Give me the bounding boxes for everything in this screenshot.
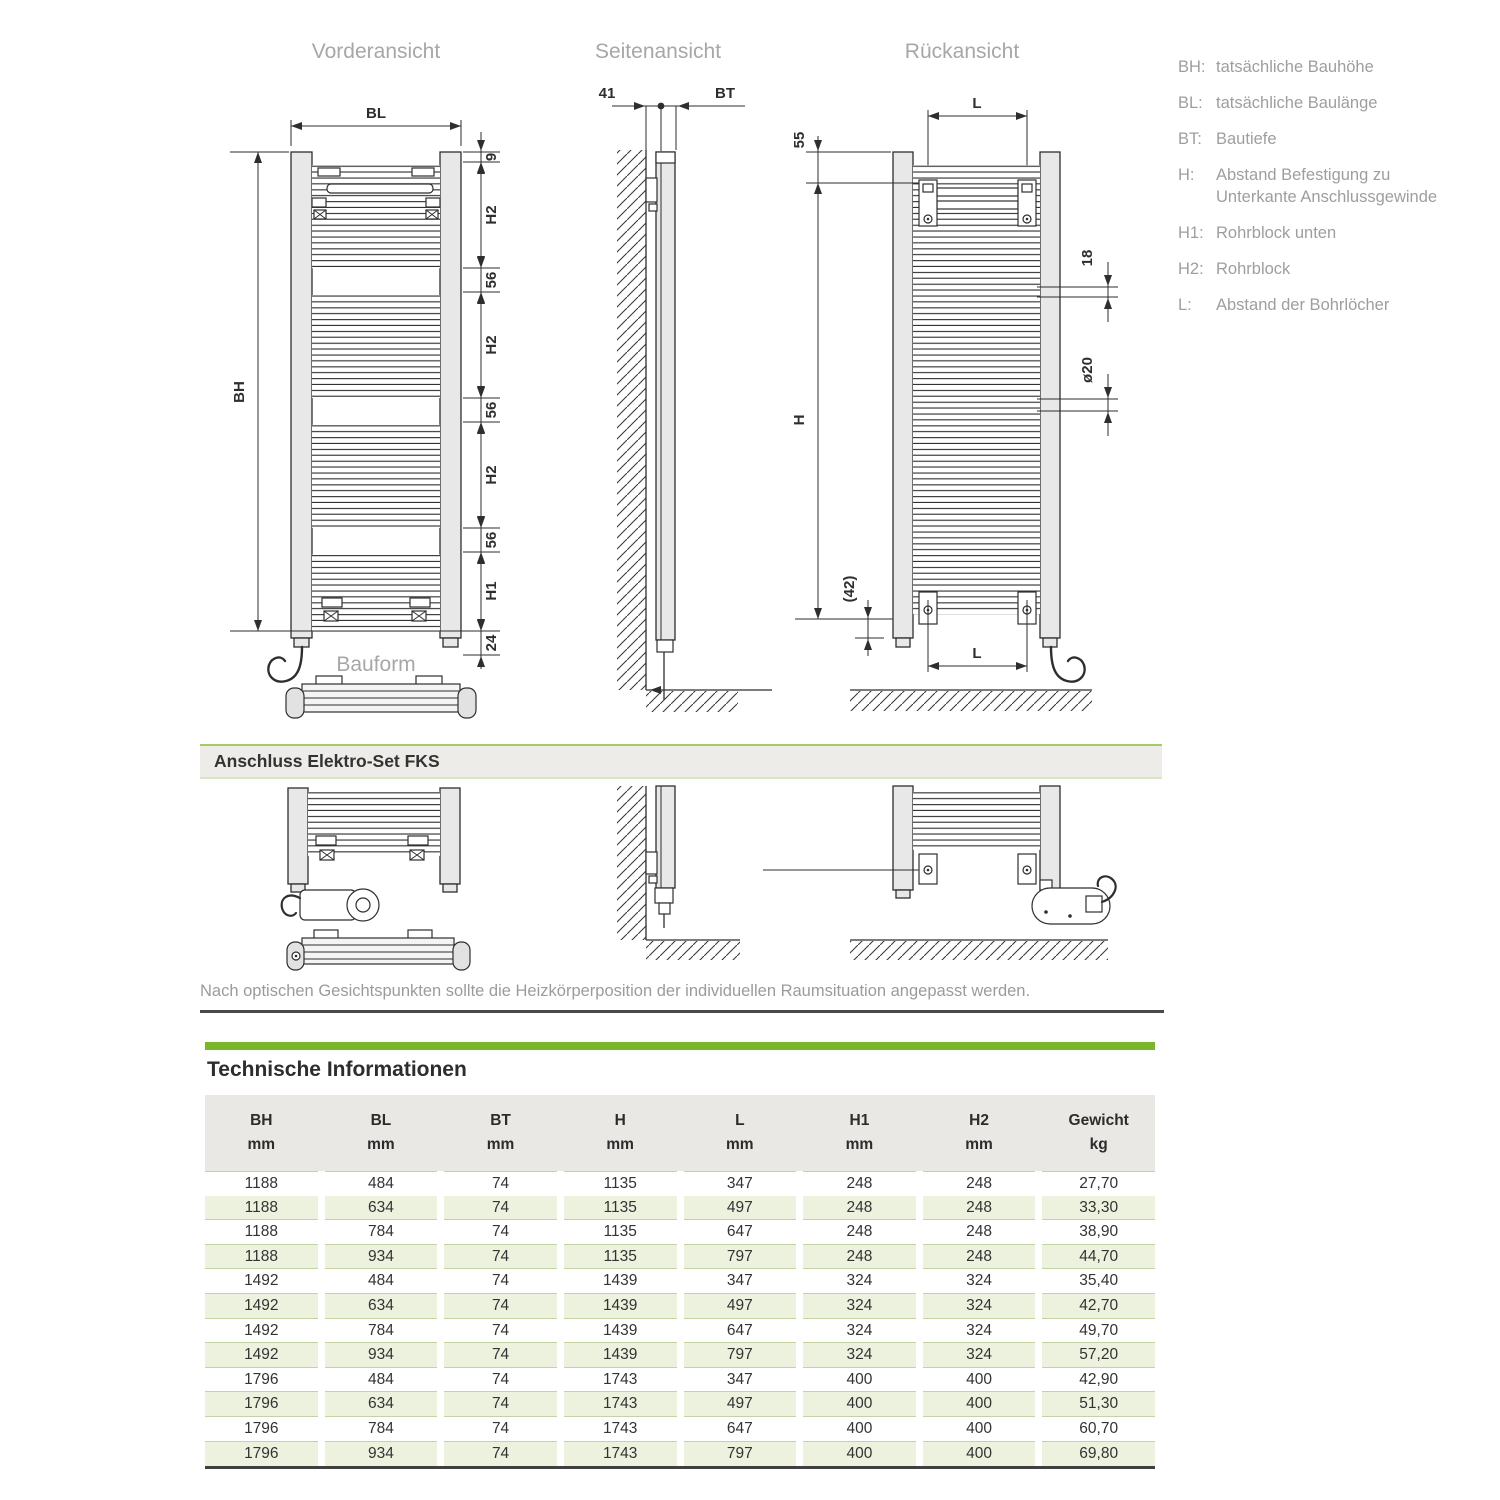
table-cell: 248 <box>803 1171 916 1197</box>
table-header-row <box>205 1095 1155 1171</box>
floor-hatching <box>646 691 738 712</box>
legend-text: Abstand der Bohrlöcher <box>1216 296 1390 314</box>
cable-hook <box>1051 647 1085 682</box>
table-cell: 1743 <box>564 1368 677 1393</box>
connection-section-title: Anschluss Elektro-Set FKS <box>214 751 440 771</box>
dim-label-l2: L <box>972 645 982 662</box>
position-note: Nach optischen Gesichtspunkten sollte die Heizkörperposition der individuellen Raumsituation angepasst werden. <box>200 982 1031 1000</box>
legend-item <box>1178 128 1478 150</box>
bauform-cross-section <box>286 676 476 718</box>
dim-label-h2: H2 <box>483 205 500 225</box>
table-cell: 1439 <box>564 1269 677 1294</box>
table-cell: 74 <box>444 1343 557 1368</box>
table-cell: 248 <box>803 1245 916 1270</box>
column-header <box>1042 1095 1155 1171</box>
table-cell: 1135 <box>564 1196 677 1221</box>
table-cell: 51,30 <box>1042 1392 1155 1417</box>
legend-text: Bautiefe <box>1216 130 1277 148</box>
column-unit: mm <box>726 1136 754 1153</box>
column-unit: mm <box>965 1136 993 1153</box>
legend-key: BL: <box>1178 94 1203 112</box>
legend-key: BH: <box>1178 58 1206 76</box>
table-cell: 1743 <box>564 1417 677 1442</box>
dim-label-42: (42) <box>841 575 858 603</box>
dim-label-bt: BT <box>715 85 735 102</box>
table-cell: 934 <box>325 1245 438 1270</box>
table-cell: 797 <box>684 1343 797 1368</box>
dim-label-55: 55 <box>791 131 808 149</box>
table-row <box>205 1343 1155 1368</box>
legend-key: L: <box>1178 296 1192 314</box>
heating-element <box>655 888 673 903</box>
wall-bracket <box>646 178 657 202</box>
fks-front-drawing <box>282 788 470 970</box>
column-header <box>684 1095 797 1171</box>
table-cell: 497 <box>684 1196 797 1221</box>
column-label: H1 <box>849 1112 870 1129</box>
table-cell: 347 <box>684 1269 797 1294</box>
front-view-title: Vorderansicht <box>311 40 441 63</box>
accent-bar <box>205 1042 1155 1050</box>
floor-hatching <box>850 941 1108 960</box>
dim-label-41: 41 <box>598 85 616 102</box>
table-row <box>205 1269 1155 1294</box>
legend-text: tatsächliche Bauhöhe <box>1216 58 1374 76</box>
table-cell: 484 <box>325 1269 438 1294</box>
dim-label-h2: H2 <box>483 335 500 355</box>
legend-item <box>1178 294 1478 316</box>
table-cell: 1492 <box>205 1343 318 1368</box>
dim-label-h1: H1 <box>483 581 500 601</box>
table-cell: 38,90 <box>1042 1220 1155 1245</box>
column-label: H2 <box>969 1112 989 1129</box>
cable-hook <box>268 647 302 682</box>
table-row <box>205 1442 1155 1467</box>
column-header <box>205 1095 318 1171</box>
table-cell: 1439 <box>564 1319 677 1344</box>
table-cell: 497 <box>684 1294 797 1319</box>
divider-rule <box>200 1010 1164 1013</box>
table-cell: 634 <box>325 1294 438 1319</box>
table-cell: 74 <box>444 1269 557 1294</box>
dim-label-l: L <box>972 95 982 112</box>
rear-view-title: Rückansicht <box>904 40 1020 63</box>
table-cell: 248 <box>803 1196 916 1221</box>
column-unit: kg <box>1089 1136 1108 1153</box>
dim-label-dia20: ø20 <box>1079 357 1096 383</box>
table-cell: 74 <box>444 1319 557 1344</box>
table-cell: 1188 <box>205 1196 318 1221</box>
table-cell: 1188 <box>205 1171 318 1197</box>
dim-label-56: 56 <box>483 271 500 289</box>
table-row <box>205 1368 1155 1393</box>
table-cell: 324 <box>923 1319 1036 1344</box>
table-cell: 248 <box>923 1245 1036 1270</box>
floor-hatching <box>646 941 740 960</box>
table-cell: 1796 <box>205 1442 318 1467</box>
column-unit: mm <box>486 1136 515 1153</box>
table-cell: 797 <box>684 1442 797 1467</box>
front-view-drawing <box>230 40 500 718</box>
legend-text: Abstand Befestigung zu Unterkante Anschlussgewinde <box>1216 166 1438 206</box>
side-view-drawing <box>595 40 772 712</box>
table-cell: 400 <box>923 1442 1036 1467</box>
table-cell: 27,70 <box>1042 1171 1155 1197</box>
wall-hatching <box>617 786 646 940</box>
legend-item <box>1178 92 1478 114</box>
table-cell: 60,70 <box>1042 1417 1155 1442</box>
table-cell: 1796 <box>205 1368 318 1393</box>
table-cell: 400 <box>803 1417 916 1442</box>
table-cell: 634 <box>325 1392 438 1417</box>
table-cell: 248 <box>923 1171 1036 1197</box>
dim-label-24: 24 <box>483 634 500 652</box>
table-cell: 49,70 <box>1042 1319 1155 1344</box>
table-cell: 248 <box>923 1220 1036 1245</box>
legend-text: Rohrblock <box>1216 260 1291 278</box>
legend-text: Rohrblock unten <box>1216 224 1337 242</box>
dim-label-bh: BH <box>231 381 248 403</box>
table-cell: 400 <box>923 1417 1036 1442</box>
table-cell: 248 <box>923 1196 1036 1221</box>
table-row <box>205 1245 1155 1270</box>
legend-text: tatsächliche Baulänge <box>1216 94 1378 112</box>
table-cell: 74 <box>444 1442 557 1467</box>
column-label: BH <box>250 1112 273 1129</box>
column-label: BT <box>490 1112 511 1129</box>
table-cell: 1743 <box>564 1392 677 1417</box>
legend-item <box>1178 164 1478 208</box>
column-header <box>325 1095 438 1171</box>
table-cell: 784 <box>325 1319 438 1344</box>
table-row <box>205 1417 1155 1442</box>
floor-hatching <box>850 691 1092 711</box>
table-cell: 347 <box>684 1368 797 1393</box>
table-row <box>205 1220 1155 1245</box>
table-cell: 634 <box>325 1196 438 1221</box>
column-label: L <box>735 1112 745 1129</box>
table-cell: 400 <box>923 1368 1036 1393</box>
table-cell: 400 <box>803 1392 916 1417</box>
table-title: Technische Informationen <box>207 1058 467 1081</box>
bauform-label: Bauform <box>336 653 416 676</box>
dim-label-h2: H2 <box>483 465 500 485</box>
heating-element <box>657 640 673 652</box>
table-cell: 1135 <box>564 1245 677 1270</box>
table-cell: 44,70 <box>1042 1245 1155 1270</box>
table-cell: 74 <box>444 1196 557 1221</box>
technical-info-section <box>205 1042 1155 1469</box>
column-label: H <box>614 1112 626 1129</box>
wall-hatching <box>617 150 646 690</box>
column-unit: mm <box>845 1136 874 1153</box>
column-unit: mm <box>247 1136 276 1153</box>
table-cell: 1135 <box>564 1171 677 1197</box>
dim-label-56: 56 <box>483 401 500 419</box>
table-row <box>205 1392 1155 1417</box>
table-cell: 647 <box>684 1319 797 1344</box>
table-cell: 324 <box>803 1269 916 1294</box>
legend-item <box>1178 258 1478 280</box>
table-cell: 74 <box>444 1294 557 1319</box>
table-row <box>205 1294 1155 1319</box>
table-row <box>205 1319 1155 1344</box>
column-label: Gewicht <box>1068 1112 1129 1129</box>
table-cell: 1796 <box>205 1417 318 1442</box>
table-cell: 784 <box>325 1417 438 1442</box>
table-cell: 57,20 <box>1042 1343 1155 1368</box>
table-cell: 1188 <box>205 1245 318 1270</box>
table-cell: 1439 <box>564 1343 677 1368</box>
legend <box>1178 56 1478 330</box>
table-cell: 1492 <box>205 1294 318 1319</box>
dim-label-56: 56 <box>483 531 500 549</box>
table-cell: 42,90 <box>1042 1368 1155 1393</box>
table-cell: 74 <box>444 1392 557 1417</box>
table-cell: 74 <box>444 1245 557 1270</box>
table-cell: 1439 <box>564 1294 677 1319</box>
table-cell: 33,30 <box>1042 1196 1155 1221</box>
dim-label-h: H <box>791 414 808 426</box>
table-cell: 324 <box>923 1269 1036 1294</box>
table-row <box>205 1196 1155 1221</box>
table-cell: 484 <box>325 1171 438 1197</box>
table-cell: 74 <box>444 1417 557 1442</box>
connection-drawings <box>0 780 1500 980</box>
legend-key: H2: <box>1178 260 1204 278</box>
table-cell: 647 <box>684 1417 797 1442</box>
table-cell: 934 <box>325 1343 438 1368</box>
table-cell: 1743 <box>564 1442 677 1467</box>
column-label: BL <box>370 1112 392 1129</box>
fks-side-drawing <box>617 786 740 960</box>
column-unit: mm <box>367 1136 395 1153</box>
column-unit: mm <box>606 1136 634 1153</box>
table-cell: 347 <box>684 1171 797 1197</box>
table-cell: 400 <box>803 1368 916 1393</box>
table-cell: 400 <box>803 1442 916 1467</box>
table-cell: 74 <box>444 1171 557 1197</box>
table-cell: 1188 <box>205 1220 318 1245</box>
table-cell: 797 <box>684 1245 797 1270</box>
rear-view-drawing <box>791 40 1118 711</box>
bauform-cross-section <box>287 930 470 970</box>
legend-key: BT: <box>1178 130 1202 148</box>
table-cell: 497 <box>684 1392 797 1417</box>
table-cell: 74 <box>444 1220 557 1245</box>
table-body <box>205 1171 1155 1469</box>
table-cell: 74 <box>444 1368 557 1393</box>
table-cell: 69,80 <box>1042 1442 1155 1467</box>
dim-label-bl: BL <box>366 105 386 122</box>
legend-item <box>1178 222 1478 244</box>
table-cell: 35,40 <box>1042 1269 1155 1294</box>
table-cell: 324 <box>803 1343 916 1368</box>
table-cell: 400 <box>923 1392 1036 1417</box>
table-cell: 248 <box>803 1220 916 1245</box>
dim-label-9: 9 <box>483 152 500 162</box>
column-header <box>564 1095 677 1171</box>
side-view-title: Seitenansicht <box>594 40 722 63</box>
table-cell: 1492 <box>205 1269 318 1294</box>
column-header <box>803 1095 916 1171</box>
dim-label-18: 18 <box>1079 249 1096 267</box>
table-cell: 934 <box>325 1442 438 1467</box>
table-cell: 324 <box>803 1319 916 1344</box>
fks-rear-drawing <box>763 786 1116 960</box>
table-cell: 1492 <box>205 1319 318 1344</box>
column-header <box>923 1095 1036 1171</box>
table-cell: 484 <box>325 1368 438 1393</box>
table-cell: 784 <box>325 1220 438 1245</box>
legend-key: H1: <box>1178 224 1204 242</box>
table-cell: 324 <box>923 1343 1036 1368</box>
column-header <box>444 1095 557 1171</box>
table-cell: 324 <box>923 1294 1036 1319</box>
table-cell: 647 <box>684 1220 797 1245</box>
connection-section-header <box>200 744 1162 779</box>
table-cell: 1796 <box>205 1392 318 1417</box>
table-row <box>205 1171 1155 1196</box>
table-cell: 324 <box>803 1294 916 1319</box>
table-cell: 42,70 <box>1042 1294 1155 1319</box>
legend-item <box>1178 56 1478 78</box>
table-cell: 1135 <box>564 1220 677 1245</box>
legend-key: H: <box>1178 166 1195 184</box>
